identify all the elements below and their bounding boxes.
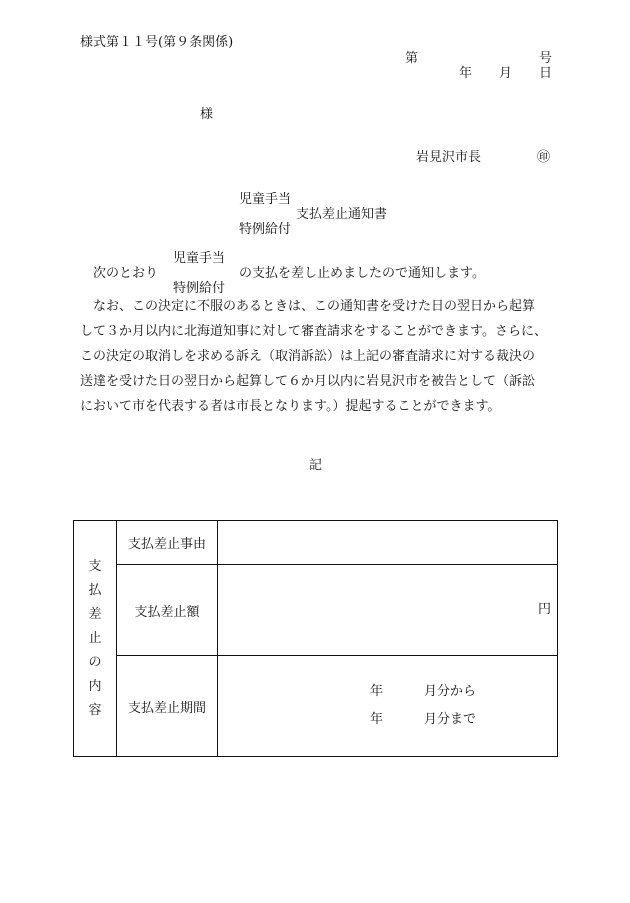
- side-label-char: の: [88, 655, 102, 670]
- period-to-month: 月分まで: [424, 712, 477, 727]
- notice-option-2: 特例給付: [173, 281, 226, 296]
- side-label-char: 止: [88, 631, 102, 646]
- side-label-cell: [74, 521, 117, 757]
- title-option-2: 特例給付: [239, 222, 292, 237]
- amount-label: 支払差止額: [117, 565, 218, 656]
- period-from-year: 年: [370, 684, 384, 699]
- side-label-char: 払: [88, 583, 102, 598]
- appeal-line-1: なお、この決定に不服のあるときは、この通知書を受けた日の翌日から起算: [80, 299, 536, 314]
- amount-value-field[interactable]: [218, 565, 558, 656]
- seal-mark: ㊞: [537, 150, 551, 165]
- appeal-line-4: 送達を受けた日の翌日から起算して６か月以内に岩見沢市を被告として（訴訟: [80, 374, 536, 389]
- side-label-char: 差: [88, 607, 102, 622]
- doc-number-prefix: 第: [405, 51, 419, 66]
- period-value-field[interactable]: [218, 656, 558, 757]
- appeal-paragraph: [80, 294, 547, 419]
- notice-suffix: の支払を差し止めましたので通知します。: [239, 266, 485, 281]
- period-from-month: 月分から: [424, 684, 477, 699]
- title-suffix: 支払差止通知書: [296, 207, 388, 222]
- appeal-line-2: して３か月以内に北海道知事に対して審査請求をすることができます。さらに、: [80, 324, 547, 339]
- form-number: 様式第１１号(第９条関係): [80, 35, 234, 50]
- notice-prefix: 次のとおり: [93, 266, 159, 281]
- date-month: 月: [499, 66, 513, 81]
- table-row: [74, 565, 558, 656]
- period-label: 支払差止期間: [117, 656, 218, 757]
- ki-heading: 記: [309, 458, 323, 473]
- reason-label: 支払差止事由: [117, 521, 218, 565]
- side-label-char: 支: [88, 559, 102, 574]
- date-day: 日: [539, 66, 553, 81]
- notice-option-1: 児童手当: [173, 251, 226, 266]
- doc-number-suffix: 号: [539, 51, 553, 66]
- table-row: [74, 521, 558, 565]
- table-row: [74, 656, 558, 757]
- appeal-line-3: この決定の取消しを求める訴え（取消訴訟）は上記の審査請求に対する裁決の: [80, 349, 536, 364]
- side-label-char: 内: [88, 679, 102, 694]
- contents-table: [73, 520, 558, 757]
- side-label-vertical: [74, 560, 116, 717]
- amount-unit: 円: [537, 602, 551, 617]
- title-option-1: 児童手当: [239, 192, 292, 207]
- date-year: 年: [459, 66, 473, 81]
- side-label-char: 容: [88, 703, 102, 718]
- appeal-line-5: において市を代表する者は市長となります。）提起することができます。: [80, 399, 501, 414]
- addressee-honorific: 様: [200, 107, 214, 122]
- period-to-year: 年: [370, 712, 384, 727]
- issuer-title: 岩見沢市長: [416, 150, 482, 165]
- reason-value-field[interactable]: [218, 521, 558, 565]
